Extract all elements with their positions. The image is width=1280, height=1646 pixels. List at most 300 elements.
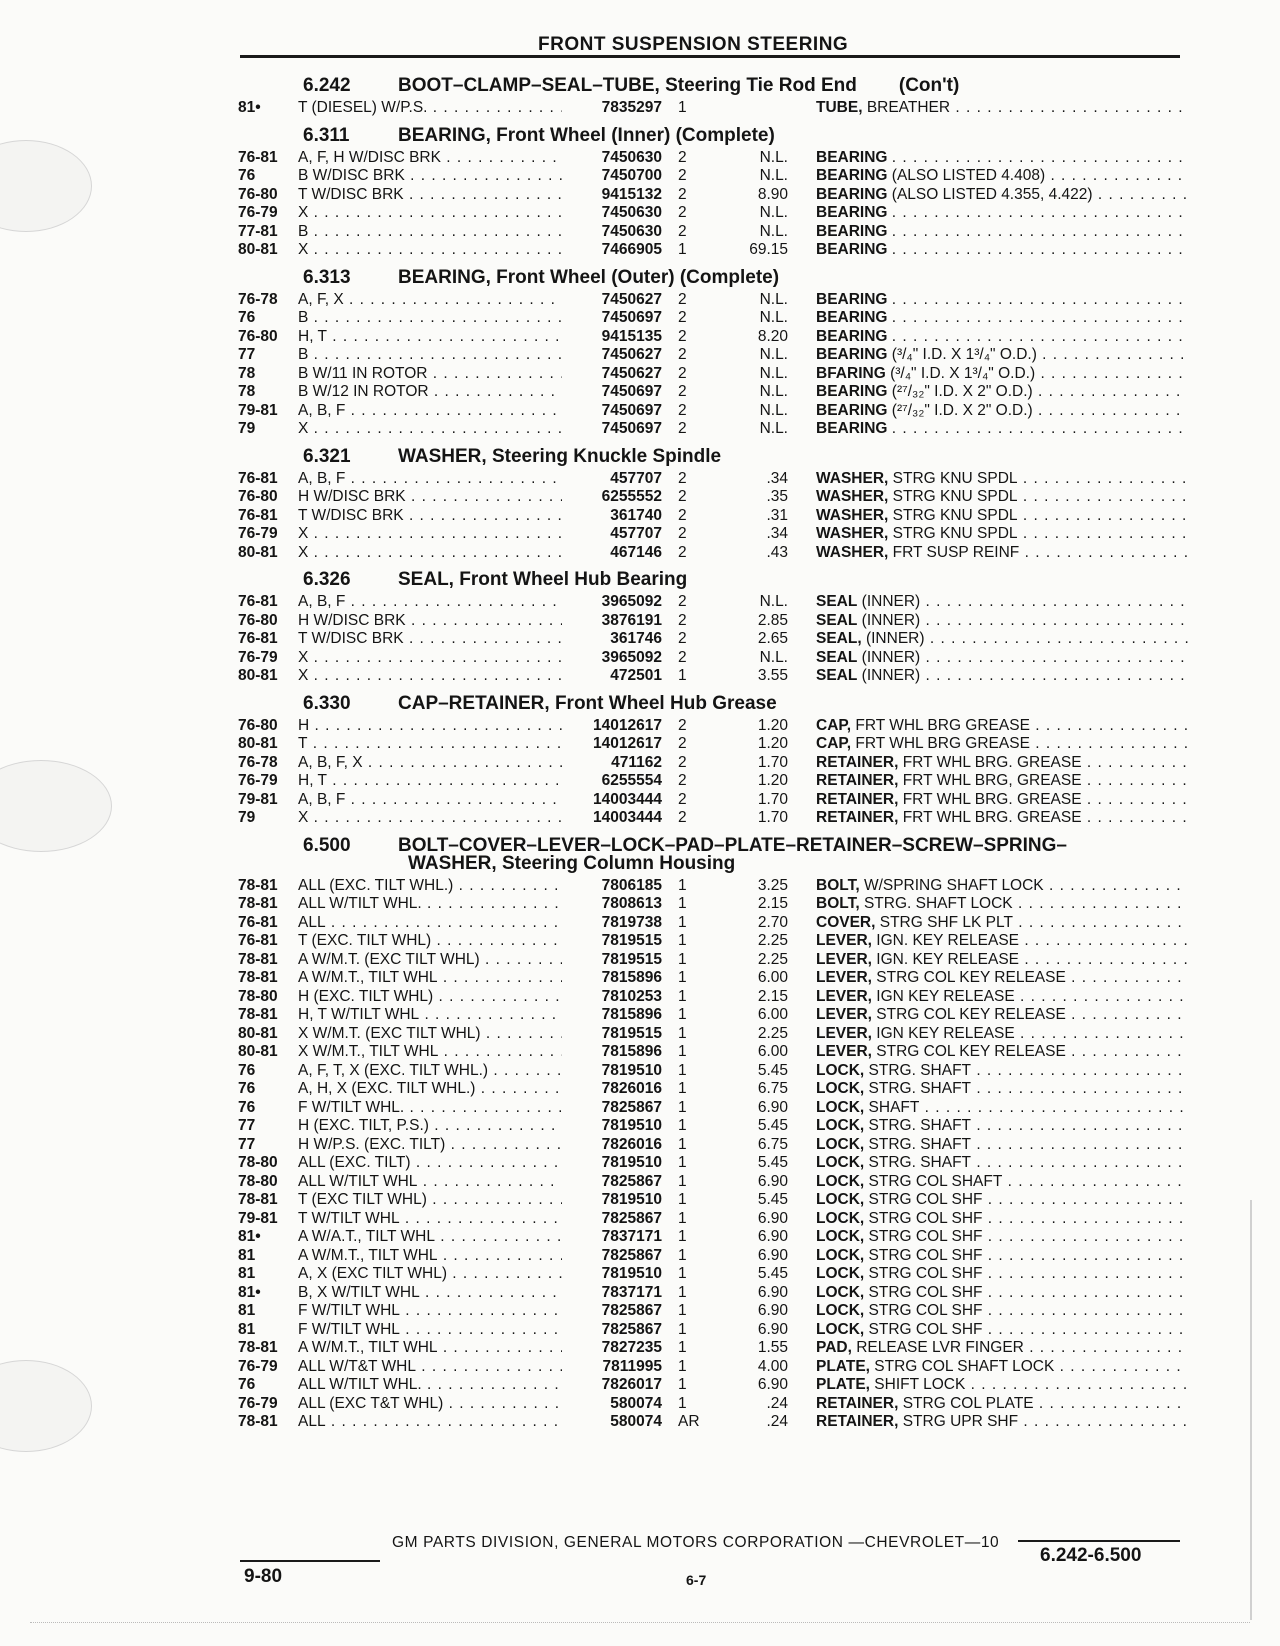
footer-publisher: GM PARTS DIVISION, GENERAL MOTORS CORPORATION —CHEVROLET—10 — [392, 1534, 1000, 1551]
model-years: 76-80 — [238, 716, 278, 734]
application: A, X (EXC TILT WHL) . . . — [298, 1265, 562, 1284]
description-keyword: BEARING — [816, 327, 888, 345]
price: N.L. — [759, 222, 788, 240]
description-keyword: LEVER, — [816, 1024, 872, 1042]
part-row — [238, 1284, 1188, 1303]
description — [816, 1173, 1188, 1192]
model-years: 77 — [238, 1135, 256, 1153]
part-row — [238, 328, 1188, 347]
model-years: 78-81 — [238, 895, 278, 912]
model-years: 80-81 — [238, 667, 278, 684]
part-number: 7819510 — [601, 1191, 662, 1208]
part-number: 7826017 — [601, 1376, 662, 1393]
description-detail: (INNER) — [865, 630, 925, 647]
model-years: 77-81 — [238, 222, 278, 240]
part-row — [238, 291, 1188, 310]
description-keyword: BEARING — [816, 290, 888, 308]
description-detail: FRT SUSP REINF — [892, 543, 1020, 561]
description-keyword: SEAL — [816, 648, 858, 666]
part-number: 14012617 — [593, 716, 662, 734]
description-keyword: LOCK, — [816, 1228, 865, 1245]
application: ALL W/TILT WHL. . . . — [298, 895, 562, 914]
model-years: 76 — [238, 309, 256, 326]
part-row — [238, 649, 1188, 668]
part-row — [238, 1228, 1188, 1247]
section-title: SEAL, Front Wheel Hub Bearing — [398, 569, 688, 590]
part-row — [238, 951, 1188, 970]
part-row — [238, 969, 1188, 988]
description — [816, 223, 1188, 242]
part-number: 7827235 — [601, 1339, 662, 1356]
page-title: FRONT SUSPENSION STEERING — [538, 34, 849, 55]
part-number: 7826016 — [601, 1080, 662, 1097]
part-number: 7819510 — [601, 1265, 662, 1282]
part-number: 7466905 — [601, 241, 662, 258]
part-row — [238, 488, 1188, 507]
description — [816, 877, 1188, 896]
model-years: 76-81 — [238, 148, 278, 166]
quantity: 1 — [678, 1024, 687, 1042]
application: B . . . — [298, 223, 562, 242]
description-detail: STRG. SHAFT LOCK — [863, 895, 1013, 912]
quantity: 1 — [678, 1117, 687, 1134]
model-years: 76 — [238, 1061, 256, 1079]
section-6-321 — [238, 443, 1188, 563]
description-keyword: RETAINER, — [816, 1394, 899, 1412]
description-keyword: BEARING — [816, 383, 888, 400]
model-years: 79 — [238, 420, 256, 437]
price: 69.15 — [749, 241, 788, 258]
part-number: 7450627 — [601, 346, 662, 363]
quantity: 1 — [678, 1061, 687, 1079]
model-years: 76-81 — [238, 593, 278, 610]
description-detail: STRG. SHAFT — [868, 1135, 972, 1153]
price: 2.25 — [757, 950, 788, 968]
part-number: 7825867 — [601, 1302, 662, 1319]
application: X W/M.T., TILT WHL . . . — [298, 1043, 562, 1062]
quantity: 2 — [678, 809, 687, 826]
part-number: 361746 — [610, 630, 662, 647]
quantity: 1 — [678, 1098, 687, 1116]
description — [816, 1136, 1188, 1155]
part-number: 3965092 — [601, 648, 662, 666]
model-years: 79-81 — [238, 1209, 278, 1227]
price: N.L. — [759, 401, 788, 419]
section-6-311 — [238, 122, 1188, 260]
description-detail: SHAFT — [868, 1098, 920, 1116]
model-years: 78-81 — [238, 950, 278, 968]
quantity: 2 — [678, 364, 687, 382]
parts-listing — [238, 70, 1188, 1436]
part-number: 6255552 — [601, 488, 662, 505]
description — [816, 1302, 1188, 1321]
quantity: 2 — [678, 167, 687, 184]
quantity: 1 — [678, 1228, 687, 1245]
model-years: 80-81 — [238, 1043, 278, 1060]
quantity: 2 — [678, 543, 687, 561]
part-row — [238, 1302, 1188, 1321]
description-keyword: RETAINER, — [816, 809, 899, 826]
price: 5.45 — [757, 1061, 788, 1079]
price: .35 — [766, 488, 788, 505]
punch-hole-middle — [0, 760, 112, 852]
price: 2.65 — [757, 630, 788, 647]
model-years: 76-81 — [238, 469, 278, 487]
application: ALL . . . — [298, 1413, 562, 1432]
description-keyword: SEAL — [816, 667, 858, 684]
part-row — [238, 717, 1188, 736]
section-6-326 — [238, 566, 1188, 686]
application: ALL (EXC. TILT) . . . — [298, 1154, 562, 1173]
description-keyword: LOCK, — [816, 1302, 865, 1319]
price: N.L. — [759, 290, 788, 308]
section-heading — [238, 72, 1188, 99]
part-row — [238, 1247, 1188, 1266]
description-keyword: WASHER, — [816, 525, 889, 542]
description — [816, 735, 1188, 754]
section-heading — [238, 690, 1188, 717]
model-years: 76-79 — [238, 204, 278, 221]
application: B . . . — [298, 309, 562, 328]
description — [816, 1284, 1188, 1303]
section-number: 6.330 — [303, 692, 351, 714]
model-years: 78 — [238, 364, 256, 382]
description — [816, 470, 1188, 489]
footer-section-range: 6.242-6.500 — [1040, 1545, 1142, 1566]
part-number: 7819510 — [601, 1154, 662, 1171]
description-detail: (²⁷/₃₂" I.D. X 2" O.D.) — [891, 401, 1033, 419]
part-number: 7450697 — [601, 401, 662, 419]
part-number: 7815896 — [601, 1043, 662, 1060]
price: 2.15 — [757, 895, 788, 912]
description-keyword: LOCK, — [816, 1172, 865, 1190]
description — [816, 932, 1188, 951]
quantity: 1 — [678, 932, 687, 949]
price: N.L. — [759, 167, 788, 184]
part-number: 14003444 — [593, 809, 662, 826]
quantity: 2 — [678, 185, 687, 203]
description-detail: STRG COL SHAFT LOCK — [874, 1357, 1055, 1375]
price: 2.25 — [757, 932, 788, 949]
description-keyword: RETAINER, — [816, 790, 899, 808]
footer-rule — [240, 1560, 380, 1562]
description-detail: (²⁷/₃₂" I.D. X 2" O.D.) — [891, 383, 1033, 400]
application: X . . . — [298, 809, 562, 828]
model-years: 78-81 — [238, 876, 278, 894]
description-keyword: PLATE, — [816, 1376, 870, 1393]
description-detail: STRG COL KEY RELEASE — [876, 1006, 1066, 1023]
model-years: 76-79 — [238, 525, 278, 542]
section-6-242 — [238, 72, 1188, 118]
model-years: 76 — [238, 167, 256, 184]
part-row — [238, 241, 1188, 260]
part-number: 580074 — [610, 1413, 662, 1430]
model-years: 81 — [238, 1320, 256, 1338]
description-keyword: LOCK, — [816, 1080, 865, 1097]
description-keyword: LEVER, — [816, 987, 872, 1005]
punch-hole-top — [0, 140, 92, 232]
quantity: 1 — [678, 950, 687, 968]
part-number: 7810253 — [601, 987, 662, 1005]
part-number: 6255554 — [601, 772, 662, 789]
description-keyword: WASHER, — [816, 543, 889, 561]
application: A, B, F . . . — [298, 791, 562, 810]
model-years: 76 — [238, 1098, 256, 1116]
application: ALL W/T&T WHL . . . — [298, 1358, 562, 1377]
description-keyword: BOLT, — [816, 876, 860, 894]
section-heading — [238, 443, 1188, 470]
description-keyword: LOCK, — [816, 1098, 865, 1116]
price: .34 — [766, 469, 788, 487]
description — [816, 1191, 1188, 1210]
description — [816, 525, 1188, 544]
price: 6.90 — [757, 1283, 788, 1301]
part-row — [238, 914, 1188, 933]
price: 6.90 — [757, 1246, 788, 1264]
punch-hole-bottom — [0, 1360, 92, 1452]
part-number: 457707 — [610, 525, 662, 542]
application: X . . . — [298, 420, 562, 439]
model-years: 76-80 — [238, 611, 278, 629]
part-number: 7819515 — [601, 950, 662, 968]
model-years: 76-81 — [238, 630, 278, 647]
quantity: 2 — [678, 525, 687, 542]
price: .24 — [766, 1394, 788, 1412]
part-number: 467146 — [610, 543, 662, 561]
description-keyword: SEAL, — [816, 630, 862, 647]
application: X . . . — [298, 525, 562, 544]
price: 1.20 — [757, 772, 788, 789]
description-detail: STRG KNU SPDL — [892, 469, 1018, 487]
part-number: 7806185 — [601, 876, 662, 894]
quantity: 2 — [678, 148, 687, 166]
price: 6.75 — [757, 1080, 788, 1097]
part-row — [238, 1080, 1188, 1099]
part-row — [238, 612, 1188, 631]
description — [816, 1062, 1188, 1081]
application: H (EXC. TILT, P.S.) . . . — [298, 1117, 562, 1136]
description-detail: (ALSO LISTED 4.355, 4.422) — [891, 185, 1093, 203]
part-row — [238, 735, 1188, 754]
description-keyword: WASHER, — [816, 506, 889, 524]
application: A W/M.T. (EXC TILT WHL) . . . — [298, 951, 562, 970]
part-number: 7819515 — [601, 1024, 662, 1042]
description — [816, 1321, 1188, 1340]
part-number: 7825867 — [601, 1172, 662, 1190]
quantity: 2 — [678, 401, 687, 419]
application: T (EXC TILT WHL) . . . — [298, 1191, 562, 1210]
part-row — [238, 1265, 1188, 1284]
model-years: 78-81 — [238, 1006, 278, 1023]
part-row — [238, 470, 1188, 489]
quantity: 1 — [678, 241, 687, 258]
description-keyword: LOCK, — [816, 1154, 865, 1171]
quantity: 2 — [678, 506, 687, 524]
price: 1.20 — [757, 716, 788, 734]
description-detail: IGN KEY RELEASE — [876, 987, 1015, 1005]
price: 6.00 — [757, 1006, 788, 1023]
quantity: 2 — [678, 469, 687, 487]
model-years: 81 — [238, 1246, 256, 1264]
application: H W/DISC BRK . . . — [298, 488, 562, 507]
application: A W/A.T., TILT WHL . . . — [298, 1228, 562, 1247]
quantity: 2 — [678, 630, 687, 647]
description-detail: FRT WHL BRG, GREASE — [902, 772, 1082, 789]
application: B W/12 IN ROTOR . . . — [298, 383, 562, 402]
part-row — [238, 593, 1188, 612]
model-years: 78 — [238, 383, 256, 400]
description-keyword: SEAL — [816, 611, 858, 629]
application: X . . . — [298, 241, 562, 260]
description-keyword: CAP, — [816, 735, 852, 752]
part-row — [238, 1062, 1188, 1081]
price: .31 — [766, 506, 788, 524]
description-keyword: LOCK, — [816, 1209, 865, 1227]
part-row — [238, 167, 1188, 186]
quantity: 1 — [678, 1320, 687, 1338]
price: 8.20 — [757, 327, 788, 345]
application: H, T . . . — [298, 772, 562, 791]
description-keyword: RETAINER, — [816, 772, 899, 789]
description-detail: (³/₄" I.D. X 1³/₄" O.D.) — [891, 346, 1037, 363]
description-keyword: COVER, — [816, 913, 876, 931]
description-detail: IGN. KEY RELEASE — [876, 950, 1020, 968]
description — [816, 402, 1188, 421]
description — [816, 1025, 1188, 1044]
description — [816, 1376, 1188, 1395]
description-keyword: LOCK, — [816, 1061, 865, 1079]
quantity: 1 — [678, 1283, 687, 1301]
price: 5.45 — [757, 1117, 788, 1134]
description-keyword: BEARING — [816, 148, 888, 166]
model-years: 76-79 — [238, 648, 278, 666]
quantity: 1 — [678, 1172, 687, 1190]
quantity: 2 — [678, 772, 687, 789]
description — [816, 717, 1188, 736]
description-detail: (³/₄" I.D. X 1³/₄" O.D.) — [890, 364, 1036, 382]
price: 2.70 — [757, 913, 788, 931]
description — [816, 754, 1188, 773]
description-keyword: BEARING — [816, 401, 888, 419]
application: ALL W/TILT WHL. . . . — [298, 1376, 562, 1395]
application: F W/TILT WHL . . . — [298, 1302, 562, 1321]
application: A, F, X . . . — [298, 291, 562, 310]
application: H, T . . . — [298, 328, 562, 347]
description-detail: STRG KNU SPDL — [892, 488, 1018, 505]
application: ALL (EXC. TILT WHL.) . . . — [298, 877, 562, 896]
part-row — [238, 1173, 1188, 1192]
part-number: 7450697 — [601, 420, 662, 437]
model-years: 76 — [238, 1376, 256, 1393]
description-keyword: PLATE, — [816, 1357, 870, 1375]
part-row — [238, 1339, 1188, 1358]
description — [816, 149, 1188, 168]
application: T W/DISC BRK . . . — [298, 186, 562, 205]
part-row — [238, 186, 1188, 205]
quantity: 2 — [678, 204, 687, 221]
description-keyword: BEARING — [816, 222, 888, 240]
description — [816, 914, 1188, 933]
description-detail: FRT WHL BRG. GREASE — [902, 753, 1082, 771]
description — [816, 649, 1188, 668]
description-keyword: BEARING — [816, 185, 888, 203]
model-years: 78-80 — [238, 1154, 278, 1171]
description-detail: SHIFT LOCK — [874, 1376, 966, 1393]
section-heading — [238, 566, 1188, 593]
part-number: 7819738 — [601, 913, 662, 931]
part-number: 9415135 — [601, 327, 662, 345]
description — [816, 895, 1188, 914]
part-row — [238, 1395, 1188, 1414]
quantity: 1 — [678, 1246, 687, 1264]
part-number: 7819515 — [601, 932, 662, 949]
description — [816, 969, 1188, 988]
model-years: 78-81 — [238, 1191, 278, 1208]
price: 6.00 — [757, 969, 788, 986]
part-row — [238, 99, 1188, 118]
description-keyword: BEARING — [816, 241, 888, 258]
model-years: 78-81 — [238, 969, 278, 986]
footer-rule-right — [1018, 1540, 1180, 1542]
quantity: 1 — [678, 1376, 687, 1393]
application: ALL W/TILT WHL . . . — [298, 1173, 562, 1192]
application: T W/DISC BRK . . . — [298, 630, 562, 649]
price: 4.00 — [757, 1357, 788, 1375]
part-number: 7450630 — [601, 148, 662, 166]
part-number: 7450697 — [601, 383, 662, 400]
quantity: 1 — [678, 1302, 687, 1319]
part-row — [238, 544, 1188, 563]
quantity: 1 — [678, 667, 687, 684]
description — [816, 186, 1188, 205]
application: A, B, F . . . — [298, 470, 562, 489]
price: 6.90 — [757, 1320, 788, 1338]
footer-page-number: 6-7 — [686, 1572, 707, 1588]
part-row — [238, 507, 1188, 526]
application: X . . . — [298, 544, 562, 563]
description-detail: FRT WHL BRG. GREASE — [902, 809, 1082, 826]
price: N.L. — [759, 346, 788, 363]
price: N.L. — [759, 593, 788, 610]
description-detail: STRG. SHAFT — [868, 1080, 972, 1097]
quantity: 2 — [678, 648, 687, 666]
price: 6.90 — [757, 1302, 788, 1319]
application: T . . . — [298, 735, 562, 754]
application: X . . . — [298, 667, 562, 686]
application: T W/TILT WHL . . . — [298, 1210, 562, 1229]
application: F W/TILT WHL . . . — [298, 1321, 562, 1340]
quantity: 1 — [678, 1080, 687, 1097]
price: 1.70 — [757, 809, 788, 826]
description-keyword: WASHER, — [816, 488, 889, 505]
quantity: 2 — [678, 593, 687, 610]
part-number: 7450630 — [601, 204, 662, 221]
part-number: 7825867 — [601, 1320, 662, 1338]
part-number: 7450627 — [601, 364, 662, 382]
part-row — [238, 223, 1188, 242]
price: 6.90 — [757, 1172, 788, 1190]
part-number: 3876191 — [601, 611, 662, 629]
description-detail: STRG COL SHF — [868, 1209, 983, 1227]
description — [816, 241, 1188, 260]
application: H W/P.S. (EXC. TILT) . . . — [298, 1136, 562, 1155]
description-detail: FRT WHL BRG GREASE — [855, 735, 1030, 752]
price: 6.75 — [757, 1135, 788, 1153]
description — [816, 1099, 1188, 1118]
description — [816, 809, 1188, 828]
price: 3.25 — [757, 876, 788, 894]
quantity: 1 — [678, 1265, 687, 1282]
